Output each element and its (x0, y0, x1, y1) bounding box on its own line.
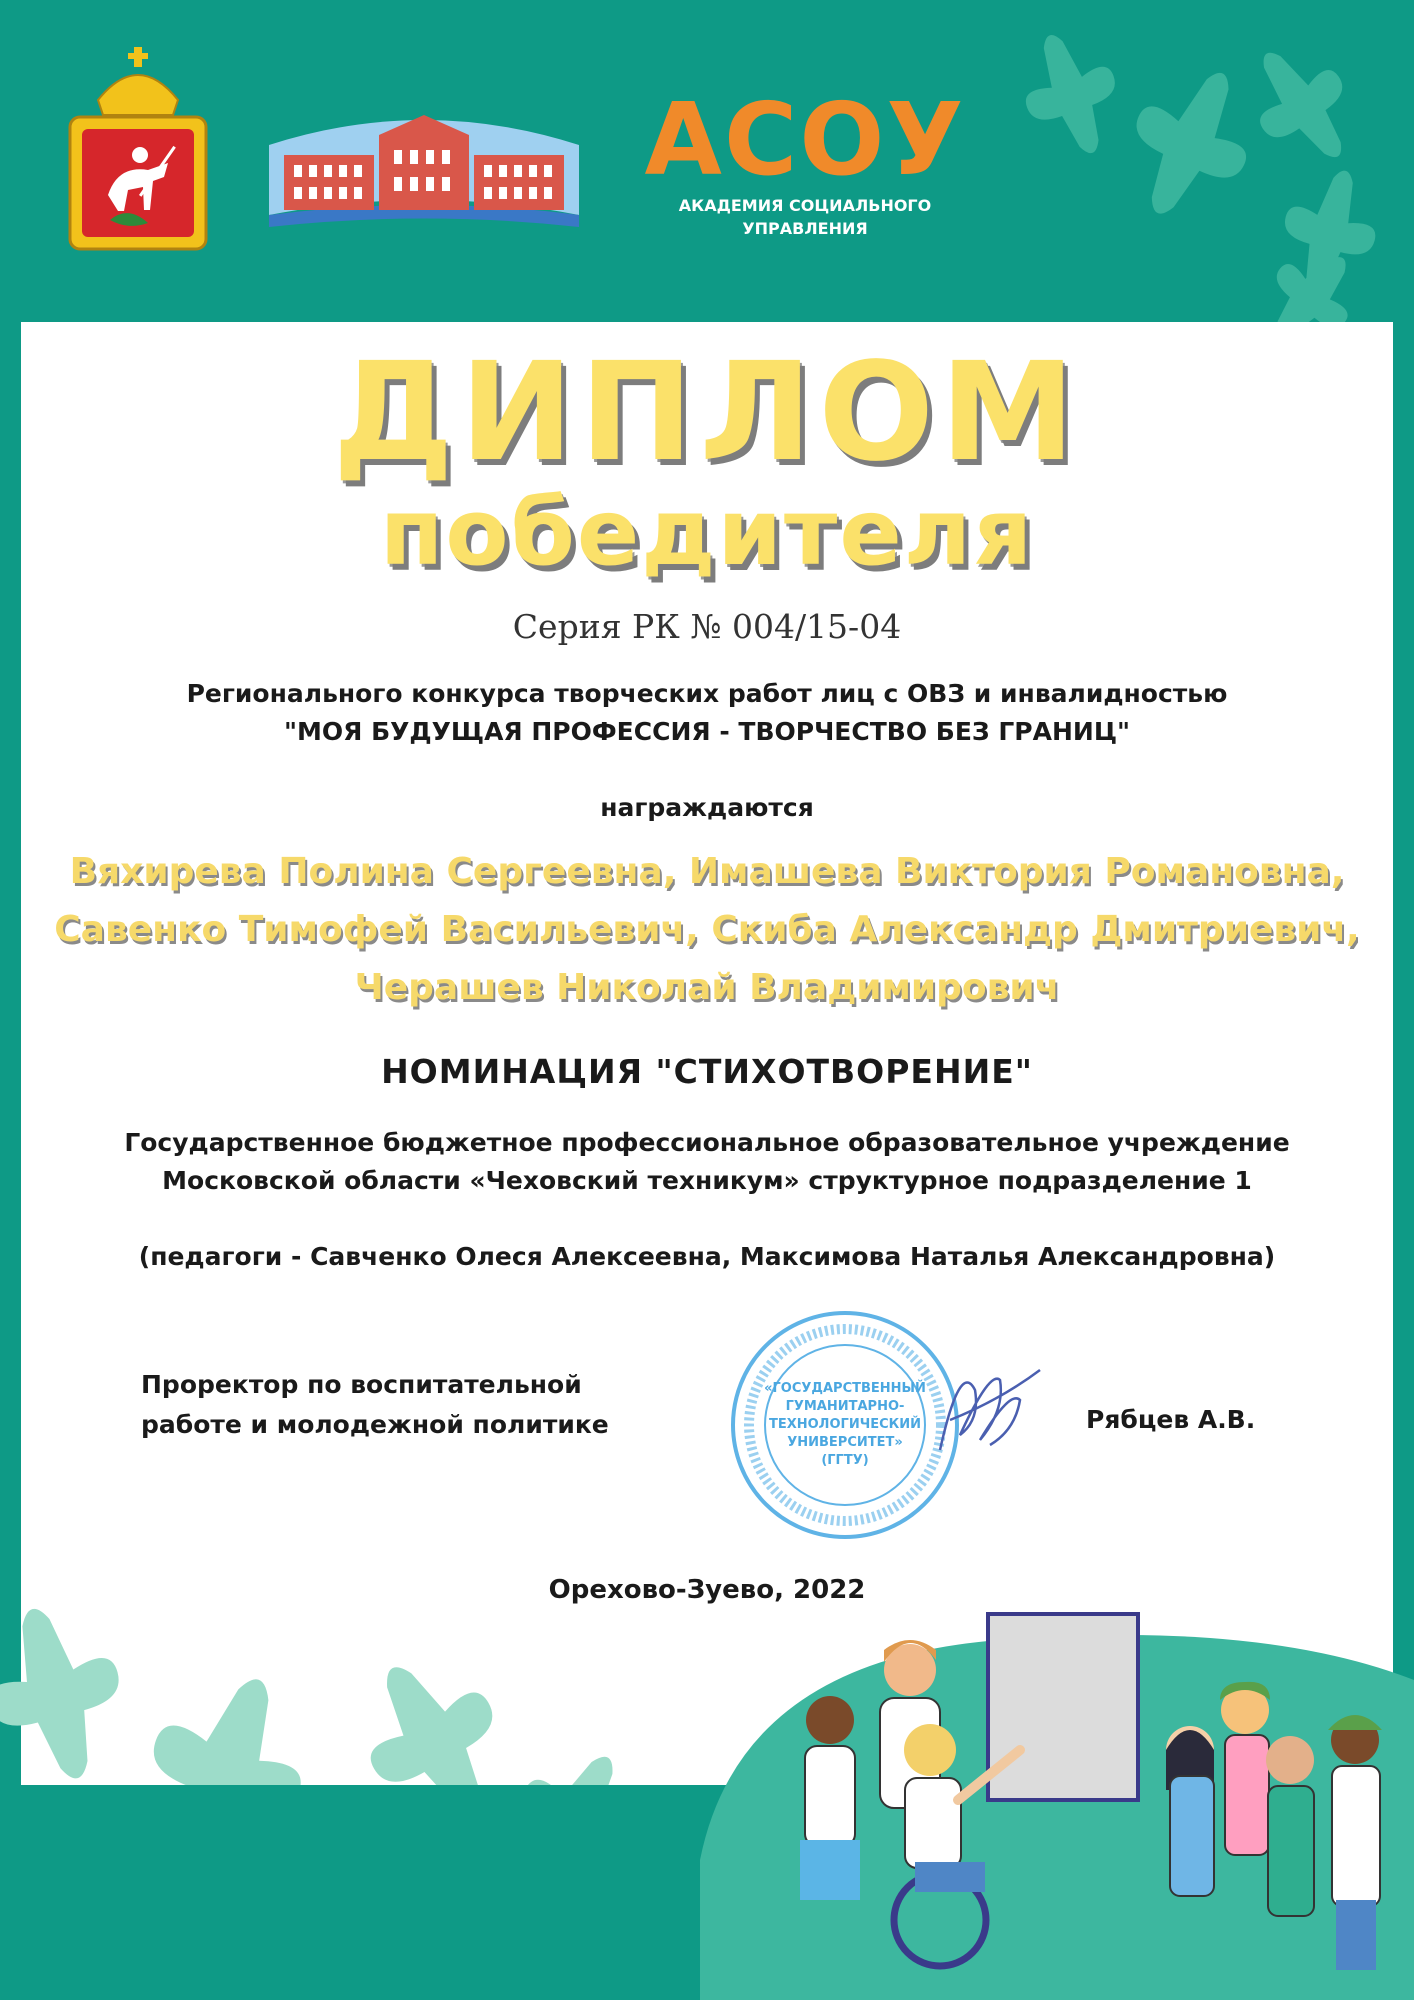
institution-line-2: Московской области «Чеховский техникум» структурное подразделение 1 (162, 1166, 1252, 1195)
stamp-line-3: ТЕХНОЛОГИЧЕСКИЙ (768, 1417, 922, 1432)
person-icon (1266, 1736, 1314, 1916)
winners-list (40, 843, 1374, 1017)
cross-shape (0, 1592, 141, 1795)
person-icon (1166, 1726, 1214, 1896)
contest-line-2: "МОЯ БУДУЩАЯ ПРОФЕССИЯ - ТВОРЧЕСТВО БЕЗ ГРАНИЦ" (283, 717, 1131, 746)
contest-line-1: Регионального конкурса творческих работ лиц с ОВЗ и инвалидностью (186, 679, 1228, 708)
diploma-subtitle: победителя (379, 479, 1035, 586)
people-illustration (700, 1600, 1414, 2000)
asou-logo-caption-line1: АКАДЕМИЯ СОЦИАЛЬНОГО (678, 196, 932, 215)
diploma-title: ДИПЛОМ (332, 334, 1082, 492)
stamp-line-5: (ГГТУ) (821, 1453, 869, 1468)
institution-line-1: Государственное бюджетное профессиональное образовательное учреждение (124, 1128, 1290, 1157)
asou-logo (640, 81, 970, 238)
cross-shape (1229, 27, 1376, 182)
nomination-title: НОМИНАЦИЯ "СТИХОТВОРЕНИЕ" (381, 1052, 1033, 1091)
cross-shape (1105, 49, 1275, 238)
winners-line-2: Савенко Тимофей Васильевич, Скиба Александр Дмитриевич, (54, 909, 1360, 950)
signer-name: Рябцев А.В. (1086, 1405, 1256, 1434)
stamp-line-2: ГУМАНИТАРНО- (785, 1399, 905, 1414)
university-building-logo (264, 105, 584, 235)
signer-role-line-2: работе и молодежной политике (141, 1410, 609, 1439)
person-icon (1328, 1715, 1382, 1970)
place-and-year: Орехово-Зуево, 2022 (548, 1575, 866, 1605)
institution-name (0, 1124, 1414, 1200)
awarded-label: награждаются (600, 793, 814, 822)
winners-line-1: Вяхирева Полина Сергеевна, Имашева Виктория Романовна, (69, 851, 1345, 892)
logo-row (0, 0, 1000, 300)
stamp-line-4: УНИВЕРСИТЕТ» (787, 1435, 903, 1450)
coat-of-arms-logo (58, 45, 218, 255)
cross-shape (1007, 20, 1136, 169)
signer-role (141, 1365, 701, 1445)
handwritten-signature (920, 1340, 1050, 1470)
person-icon (800, 1696, 860, 1900)
signer-role-line-1: Проректор по воспитательной (141, 1370, 582, 1399)
serial-number: Серия РК № 004/15-04 (512, 607, 902, 646)
asou-logo-caption-line2: УПРАВЛЕНИЯ (742, 219, 868, 238)
asou-logo-letters: АСОУ (644, 81, 966, 198)
blank-board-icon (988, 1614, 1138, 1800)
stamp-line-1: «ГОСУДАРСТВЕННЫЙ (764, 1381, 926, 1396)
teachers-line: (педагоги - Савченко Олеся Алексеевна, Максимова Наталья Александровна) (138, 1242, 1276, 1271)
crown-icon (98, 47, 178, 115)
contest-name (0, 675, 1414, 751)
winners-line-3: Черашев Николай Владимирович (354, 967, 1060, 1008)
person-icon (1220, 1682, 1270, 1855)
